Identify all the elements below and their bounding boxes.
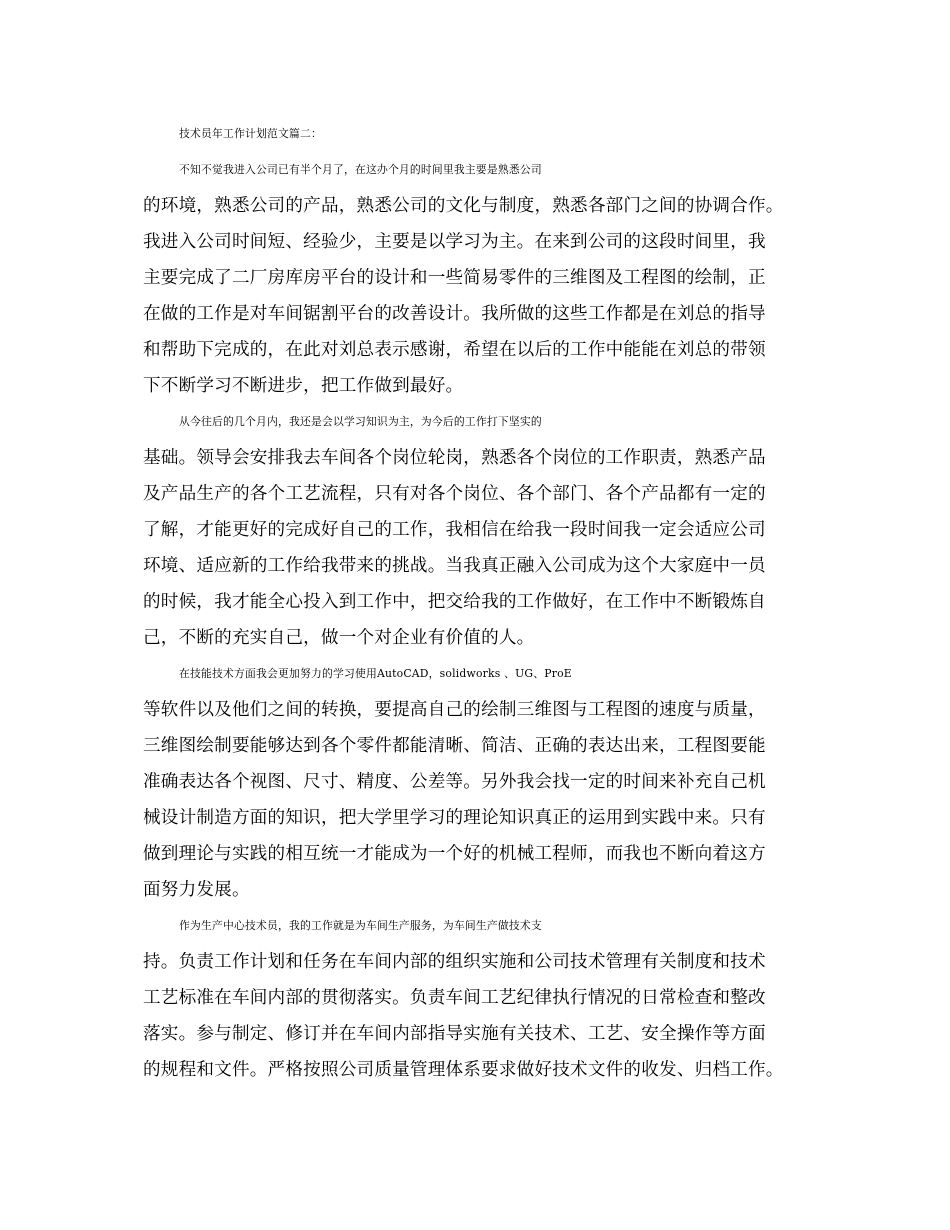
text-line: 环境、适应新的工作给我带来的挑战。当我真正融入公司成为这个大家庭中一员 xyxy=(143,556,766,576)
text-line: 从今往后的几个月内，我还是会以学习知识为主，为今后的工作打下坚实的 xyxy=(179,415,542,428)
document-body xyxy=(143,116,811,1088)
text-line: 作为生产中心技术员，我的工作就是为车间生产服务，为车间生产做技术支 xyxy=(179,919,542,932)
text-line: 做到理论与实践的相互统一才能成为一个好的机械工程师，而我也不断向着这方 xyxy=(143,844,766,864)
text-line: 持。负责工作计划和任务在车间内部的组织实施和公司技术管理有关制度和技术 xyxy=(143,952,766,972)
text-line: 等软件以及他们之间的转换，要提高自己的绘制三维图与工程图的速度与质量， xyxy=(143,700,766,720)
text-line: 在技能技术方面我会更加努力的学习使用AutoCAD，solidworks 、UG、ProE xyxy=(179,667,572,680)
text-line: 了解，才能更好的完成好自己的工作，我相信在给我一段时间我一定会适应公司 xyxy=(143,520,766,540)
text-line: 工艺标准在车间内部的贯彻落实。负责车间工艺纪律执行情况的日常检查和整改 xyxy=(143,988,766,1008)
text-line: 己，不断的充实自己，做一个对企业有价值的人。 xyxy=(143,628,535,648)
text-line: 械设计制造方面的知识，把大学里学习的理论知识真正的运用到实践中来。只有 xyxy=(143,808,766,828)
text-line: 基础。领导会安排我去车间各个岗位轮岗，熟悉各个岗位的工作职责，熟悉产品 xyxy=(143,448,766,468)
text-line: 和帮助下完成的，在此对刘总表示感谢，希望在以后的工作中能能在刘总的带领 xyxy=(143,340,766,360)
text-line: 落实。参与制定、修订并在车间内部指导实施有关技术、工艺、安全操作等方面 xyxy=(143,1024,766,1044)
text-line: 的规程和文件。严格按照公司质量管理体系要求做好技术文件的收发、归档工作。 xyxy=(143,1060,784,1080)
text-line: 准确表达各个视图、尺寸、精度、公差等。另外我会找一定的时间来补充自己机 xyxy=(143,772,766,792)
document-heading: 技术员年工作计划范文篇二： xyxy=(179,127,322,140)
text-line: 的时候，我才能全心投入到工作中，把交给我的工作做好，在工作中不断锻炼自 xyxy=(143,592,766,612)
text-line: 及产品生产的各个工艺流程，只有对各个岗位、各个部门、各个产品都有一定的 xyxy=(143,484,766,504)
text-line: 在做的工作是对车间锯割平台的改善设计。我所做的这些工作都是在刘总的指导 xyxy=(143,304,766,324)
text-line: 面努力发展。 xyxy=(143,880,250,900)
text-line: 主要完成了二厂房库房平台的设计和一些简易零件的三维图及工程图的绘制，正 xyxy=(143,268,766,288)
text-line: 我进入公司时间短、经验少，主要是以学习为主。在来到公司的这段时间里，我 xyxy=(143,232,766,252)
text-line: 的环境，熟悉公司的产品，熟悉公司的文化与制度，熟悉各部门之间的协调合作。 xyxy=(143,196,784,216)
text-line: 不知不觉我进入公司已有半个月了，在这办个月的时间里我主要是熟悉公司 xyxy=(179,163,542,176)
text-line: 三维图绘制要能够达到各个零件都能清晰、简洁、正确的表达出来，工程图要能 xyxy=(143,736,766,756)
text-line: 下不断学习不断进步，把工作做到最好。 xyxy=(143,376,464,396)
